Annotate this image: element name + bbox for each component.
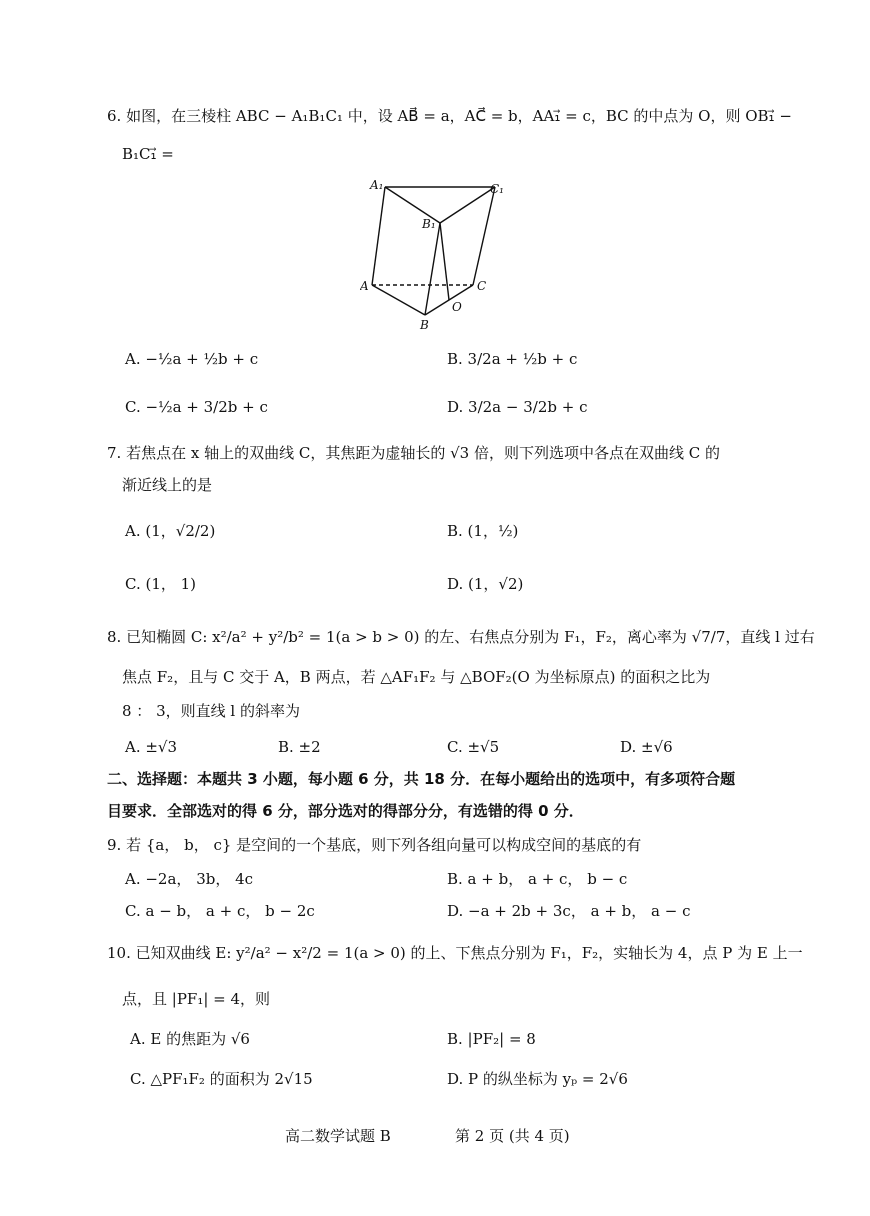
q8-option-a: A. ±√3	[125, 738, 178, 756]
footer-title: 高二数学试题 B	[285, 1127, 391, 1145]
label-c: C	[477, 279, 487, 293]
q6-option-b: B. 3/2a + ½b + c	[447, 350, 578, 368]
edge-c1c	[473, 187, 495, 285]
q6-stem-line2: B₁C₁⃗ =	[122, 145, 174, 163]
q10-option-a: A. E 的焦距为 √6	[130, 1030, 250, 1048]
q6-option-a: A. −½a + ½b + c	[125, 350, 259, 368]
q9-option-d: D. −a + 2b + 3c， a + b， a − c	[447, 902, 691, 920]
q10-stem-line2: 点，且 |PF₁| = 4，则	[122, 990, 271, 1008]
footer-page-number: 第 2 页 (共 4 页)	[455, 1127, 570, 1145]
label-a: A	[360, 279, 369, 293]
label-b1: B₁	[422, 217, 436, 231]
prism-figure	[360, 175, 520, 335]
label-c1: C₁	[490, 182, 504, 196]
q10-option-b: B. |PF₂| = 8	[447, 1030, 536, 1048]
q9-option-b: B. a + b， a + c， b − c	[447, 870, 628, 888]
q8-option-c: C. ±√5	[447, 738, 500, 756]
q7-option-d: D. (1，√2)	[447, 575, 524, 593]
edge-b1b	[425, 223, 440, 315]
q9-stem: 9. 若 {a， b， c} 是空间的一个基底，则下列各组向量可以构成空间的基底的有	[107, 836, 642, 854]
edge-ab	[372, 285, 425, 315]
q9-option-a: A. −2a， 3b， 4c	[125, 870, 254, 888]
label-a1: A₁	[370, 178, 384, 192]
q7-option-a: A. (1，√2/2)	[125, 522, 216, 540]
q6-stem-line1: 6. 如图，在三棱柱 ABC − A₁B₁C₁ 中，设 AB⃗ = a，AC⃗ = b，AA₁⃗ = c，BC 的中点为 O，则 OB₁⃗ −	[107, 107, 792, 125]
q8-stem-line3: 8 ： 3，则直线 l 的斜率为	[122, 702, 300, 720]
q6-option-d: D. 3/2a − 3/2b + c	[447, 398, 588, 416]
segment-ob1	[440, 223, 449, 300]
q8-stem-line1: 8. 已知椭圆 C: x²/a² + y²/b² = 1(a > b > 0) 的左、右焦点分别为 F₁，F₂，离心率为 √7/7，直线 l 过右	[107, 628, 815, 646]
q8-option-b: B. ±2	[278, 738, 321, 756]
label-o: O	[452, 300, 462, 314]
q6-option-c: C. −½a + 3/2b + c	[125, 398, 268, 416]
q10-option-c: C. △PF₁F₂ 的面积为 2√15	[130, 1070, 313, 1088]
q10-option-d: D. P 的纵坐标为 yₚ = 2√6	[447, 1070, 628, 1088]
section2-heading-line2: 目要求．全部选对的得 6 分，部分选对的得部分分，有选错的得 0 分．	[107, 802, 584, 820]
edge-b1c1	[440, 187, 495, 223]
q7-stem-line1: 7. 若焦点在 x 轴上的双曲线 C，其焦距为虚轴长的 √3 倍，则下列选项中各点在双曲线 C 的	[107, 444, 720, 462]
edge-a1a	[372, 187, 385, 285]
q8-stem-line2: 焦点 F₂，且与 C 交于 A，B 两点，若 △AF₁F₂ 与 △BOF₂(O 为坐标原点) 的面积之比为	[122, 668, 711, 686]
q8-option-d: D. ±√6	[620, 738, 673, 756]
q9-option-c: C. a − b， a + c， b − 2c	[125, 902, 315, 920]
section2-heading-line1: 二、选择题：本题共 3 小题，每小题 6 分，共 18 分．在每小题给出的选项中，有多项符合题	[107, 770, 736, 788]
label-b: B	[420, 318, 429, 332]
q10-stem-line1: 10. 已知双曲线 E: y²/a² − x²/2 = 1(a > 0) 的上、下焦点分别为 F₁，F₂，实轴长为 4，点 P 为 E 上一	[107, 944, 803, 962]
q7-option-b: B. (1，½)	[447, 522, 519, 540]
q7-stem-line2: 渐近线上的是	[122, 476, 213, 494]
q7-option-c: C. (1， 1)	[125, 575, 197, 593]
